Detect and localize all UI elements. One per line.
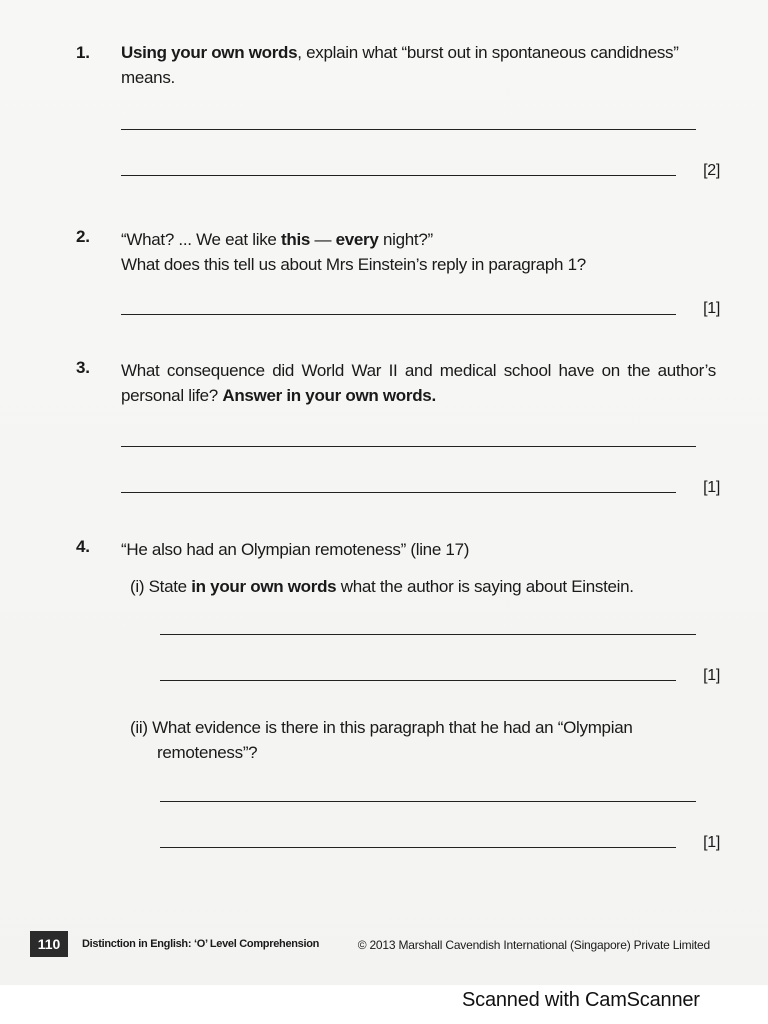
- answer-line[interactable]: [160, 680, 676, 681]
- sub-question-i: (i) State in your own words what the author is saying about Einstein.: [130, 577, 634, 596]
- question-text: “What? ... We eat like this — every night?” What does this tell us about Mrs Einstein’s reply in paragraph 1?: [121, 230, 586, 274]
- marks-label: [1]: [703, 300, 720, 317]
- sub-question-ii: (ii) What evidence is there in this paragraph that he had an “Olympian remoteness”?: [130, 718, 633, 762]
- scanner-watermark-bar: [0, 985, 768, 1024]
- question-text: “He also had an Olympian remoteness” (line 17): [121, 540, 470, 559]
- answer-line[interactable]: [160, 634, 696, 635]
- question-1: [76, 40, 720, 179]
- answer-line[interactable]: [121, 314, 676, 315]
- marks-label: [1]: [703, 667, 720, 684]
- question-number: 2.: [76, 227, 90, 246]
- answer-line[interactable]: [121, 129, 696, 130]
- marks-label: [1]: [703, 834, 720, 851]
- question-number: 3.: [76, 358, 90, 377]
- question-3: [76, 358, 720, 496]
- page-number: 110: [30, 931, 68, 957]
- page-footer: [30, 931, 720, 959]
- book-title: Distinction in English: ‘O’ Level Comprehension: [82, 938, 320, 950]
- answer-line[interactable]: [160, 847, 676, 848]
- marks-label: [1]: [703, 479, 720, 496]
- answer-line[interactable]: [121, 492, 676, 493]
- question-text: What consequence did World War II and medical school have on the author’s personal life? Answer in your own words.: [121, 361, 716, 405]
- copyright-notice: © 2013 Marshall Cavendish International (Singapore) Private Limited: [357, 938, 710, 952]
- question-number: 1.: [76, 43, 90, 62]
- question-2: [76, 227, 720, 317]
- answer-line[interactable]: [160, 801, 696, 802]
- answer-line[interactable]: [121, 446, 696, 447]
- scanner-label: Scanned with CamScanner: [462, 989, 700, 1011]
- question-text: Using your own words, explain what “burst out in spontaneous candidness” means.: [121, 43, 679, 87]
- answer-line[interactable]: [121, 175, 676, 176]
- question-4: [76, 537, 720, 851]
- question-number: 4.: [76, 537, 90, 556]
- marks-label: [2]: [703, 162, 720, 179]
